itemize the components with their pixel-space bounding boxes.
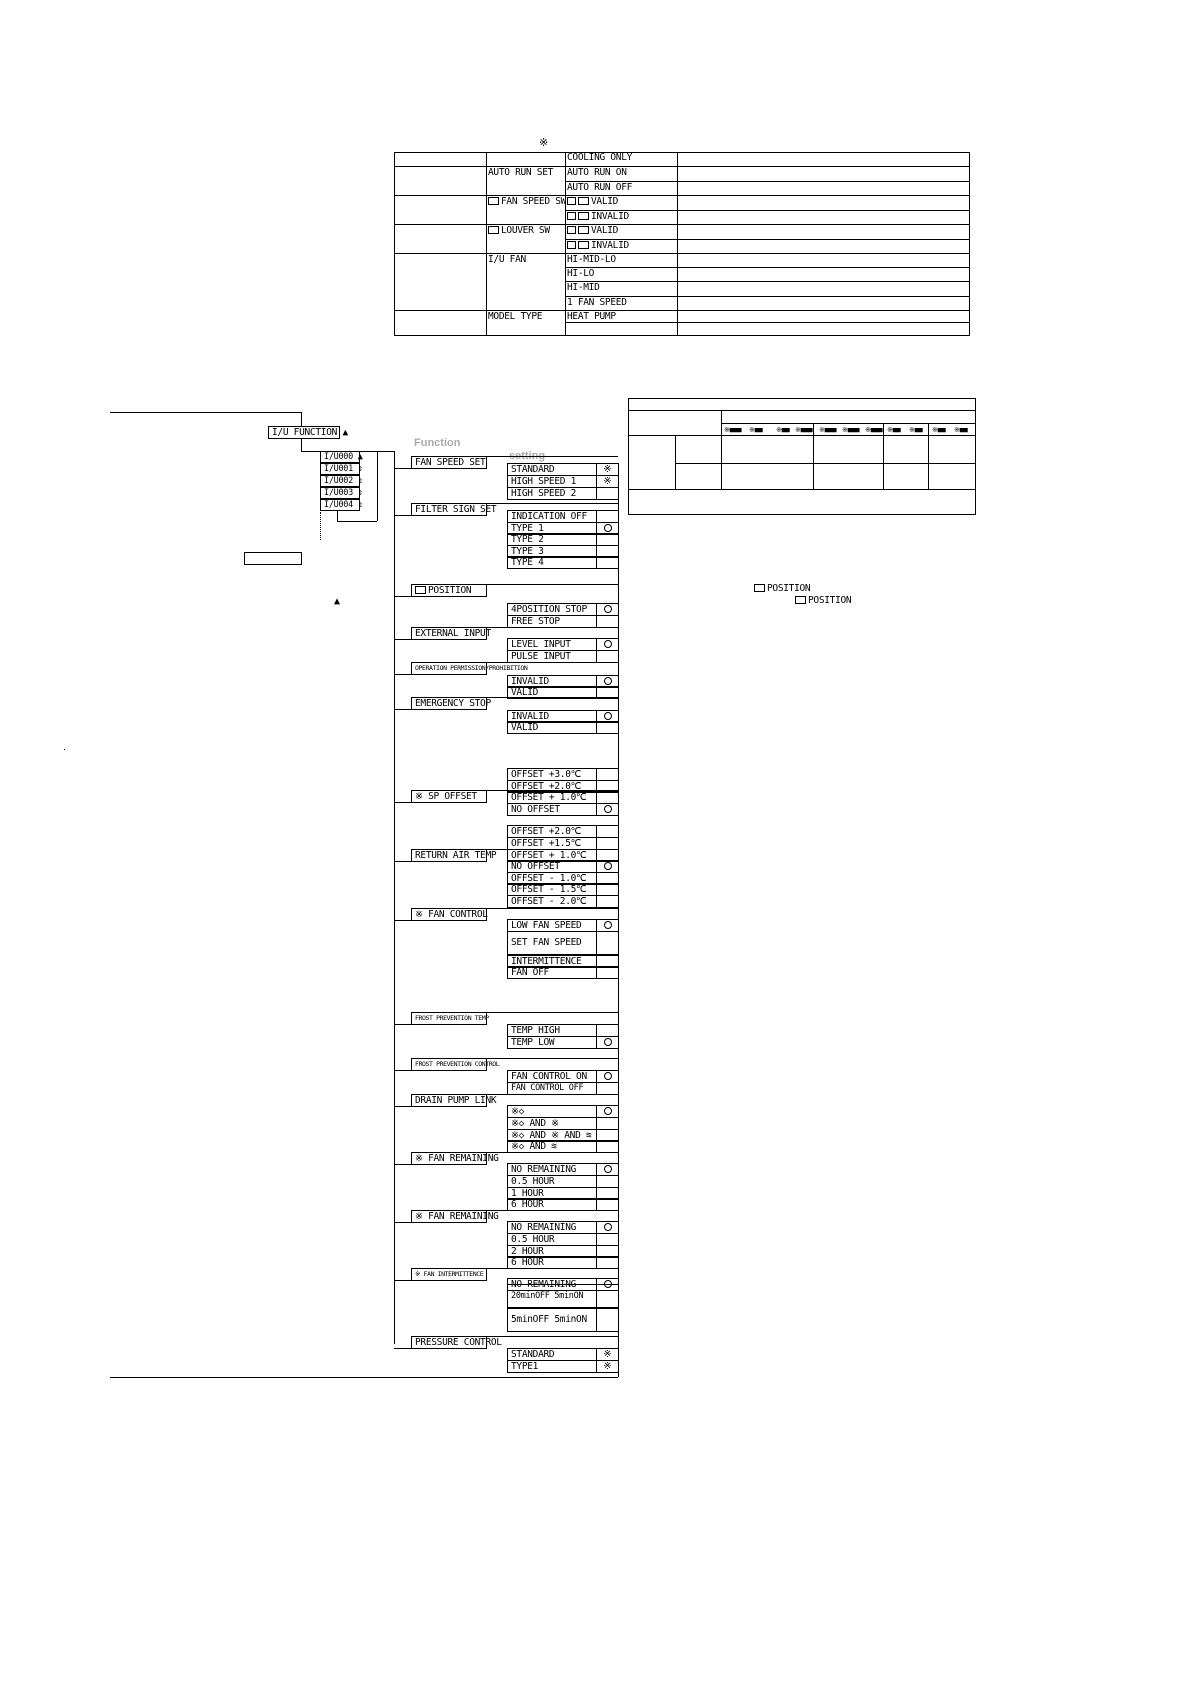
option-label: STANDARD (511, 1349, 555, 1360)
fan-speed-icon: ※■■■ (842, 426, 860, 434)
function-box[interactable] (411, 790, 487, 803)
function-label: RETURN AIR TEMP (415, 850, 497, 861)
function-label: FROST PREVENTION TEMP (415, 1014, 489, 1022)
item-text: I/U FAN (488, 254, 526, 265)
option-mark-sep (596, 1308, 597, 1332)
function-top-line (487, 908, 618, 909)
option-label: OFFSET +3.0℃ (511, 769, 581, 780)
option-label: FAN CONTROL OFF (511, 1083, 584, 1093)
option-label: HIGH SPEED 2 (511, 488, 577, 499)
hand-icon (567, 197, 576, 205)
function-link (394, 1070, 411, 1071)
option-label: FAN CONTROL ON (511, 1071, 587, 1082)
hand-icon (567, 241, 576, 249)
function-box[interactable] (411, 1152, 499, 1165)
option-label: 5minOFF 5minON (511, 1314, 587, 1325)
option-mark-sep (596, 895, 597, 908)
function-top-line (487, 1094, 618, 1095)
fan-speed-icon: ※■■■ (724, 426, 742, 434)
spec-table (628, 398, 976, 515)
option-label: INDICATION OFF (511, 511, 587, 522)
setting-cell (567, 297, 627, 308)
option-label: LEVEL INPUT (511, 639, 571, 650)
option-label: STANDARD (511, 464, 555, 475)
option-label: VALID (511, 687, 539, 698)
fan-speed-icon: ※■■■ (819, 426, 837, 434)
option-label: OFFSET - 1.5℃ (511, 884, 587, 895)
setting-text: COOLING ONLY (567, 152, 633, 163)
setting-cell (567, 254, 616, 265)
function-top-line (487, 627, 618, 628)
option-mark-sep (596, 931, 597, 955)
setting-cell (567, 211, 629, 222)
louver-position-icon (795, 596, 806, 604)
fan-speed-icon: ※■■■ (795, 426, 813, 434)
default-circle-icon (604, 1223, 612, 1231)
option-label: ※◇ AND ※ (511, 1118, 559, 1129)
spec-table-frame (628, 398, 976, 515)
setting-header: setting (509, 450, 546, 462)
option-label: NO OFFSET (511, 804, 560, 815)
dot-mark (64, 749, 65, 750)
option-label: 20minOFF 5minON (511, 1291, 584, 1301)
item-cell (488, 311, 542, 322)
function-top-line (487, 1336, 618, 1337)
function-label: DRAIN PUMP LINK (415, 1095, 497, 1106)
function-box[interactable] (411, 456, 487, 469)
setting-cell (567, 182, 632, 193)
unit-box-3[interactable]: I/U003 ⇕ (320, 487, 360, 499)
function-link (394, 639, 411, 640)
table-col-line (677, 152, 678, 336)
louver-switch-icon (578, 241, 589, 249)
default-circle-icon (604, 1107, 612, 1115)
spec-col-line (883, 423, 884, 489)
table-row-line (565, 281, 970, 282)
setting-text: HI-LO (567, 268, 595, 279)
function-link (394, 861, 411, 862)
function-link (394, 709, 411, 710)
louver-position-icon (754, 584, 765, 592)
option-label: OFFSET +2.0℃ (511, 781, 581, 792)
table-col-line (486, 152, 487, 336)
function-top-line (487, 1058, 618, 1059)
function-top-line (487, 584, 618, 585)
default-circle-icon (604, 605, 612, 613)
setting-text: HI-MID-LO (567, 254, 616, 265)
function-link (394, 1164, 411, 1165)
hand-icon (567, 226, 576, 234)
unit-bracket-tick (337, 510, 338, 521)
bottom-line (110, 1377, 618, 1378)
function-box[interactable] (411, 1094, 497, 1107)
option-label: TYPE 3 (511, 546, 544, 557)
option-mark-sep (596, 556, 597, 569)
unit-box-1[interactable]: I/U001 ⇕ (320, 463, 360, 475)
function-label: ※ SP OFFSET (415, 791, 477, 802)
function-box[interactable] (411, 627, 491, 640)
option-label: TYPE 1 (511, 523, 544, 534)
item-cell (488, 254, 526, 265)
settings-table (394, 152, 970, 336)
option-label: OFFSET + 1.0℃ (511, 792, 587, 803)
option-label: ※◇ AND ※ AND ≋ (511, 1130, 592, 1141)
tree-root-drop (301, 439, 302, 451)
default-circle-icon (604, 1038, 612, 1046)
function-label: EMERGENCY STOP (415, 698, 491, 709)
function-box[interactable] (411, 1268, 487, 1281)
note-mark: ※ (539, 136, 548, 149)
option-label: OFFSET - 2.0℃ (511, 896, 587, 907)
function-box[interactable] (411, 503, 497, 516)
spec-row-line (628, 489, 976, 490)
option-label: OFFSET - 1.0℃ (511, 873, 587, 884)
table-group-line (394, 253, 970, 254)
note-mark: ※ (603, 476, 612, 487)
function-label: FAN SPEED SET (415, 457, 486, 468)
function-box[interactable] (411, 908, 487, 921)
option-mark-sep (596, 487, 597, 500)
position-note-2: POSITION (795, 595, 851, 606)
function-top-line (487, 1268, 618, 1269)
default-circle-icon (604, 1165, 612, 1173)
fan-speed-switch-icon (578, 212, 589, 220)
function-label: FROST PREVENTION CONTROL (415, 1060, 500, 1068)
function-label: ※ FAN REMAINING (415, 1153, 499, 1164)
function-link (394, 1106, 411, 1107)
note-mark: ※ (603, 1361, 612, 1372)
function-header: Function (414, 437, 461, 449)
fan-speed-icon: ※■■ (932, 426, 946, 434)
function-label: EXTERNAL INPUT (415, 628, 491, 639)
default-circle-icon (604, 921, 612, 929)
function-label: ※ FAN INTERMITTENCE (415, 1270, 484, 1278)
function-link (394, 1024, 411, 1025)
option-label: OFFSET + 1.0℃ (511, 850, 587, 861)
function-label: ※ FAN CONTROL (415, 909, 488, 920)
option-label: NO REMAINING (511, 1164, 577, 1175)
option-label: NO REMAINING (511, 1222, 577, 1233)
setting-cell (567, 167, 627, 178)
option-label: VALID (511, 722, 539, 733)
default-circle-icon (604, 524, 612, 532)
default-circle-icon (604, 1072, 612, 1080)
setting-text: VALID (591, 225, 619, 236)
fan-speed-icon: ※■■ (749, 426, 763, 434)
tree-top-line (110, 412, 301, 413)
function-link (394, 596, 411, 597)
setting-text: 1 FAN SPEED (567, 297, 627, 308)
option-label: FAN OFF (511, 967, 549, 978)
table-group-line (394, 195, 970, 196)
function-top-line (487, 456, 618, 457)
unit-box-4[interactable]: I/U004 ⇕ (320, 499, 360, 511)
function-box[interactable] (411, 1210, 499, 1223)
table-header-line (394, 166, 970, 167)
setting-text: VALID (591, 196, 619, 207)
spec-col-line (675, 435, 676, 489)
option-mark-sep (596, 721, 597, 734)
spec-row-line (628, 410, 976, 411)
item-text: LOUVER SW (501, 225, 550, 236)
option-mark-sep (596, 1036, 597, 1049)
option-label: SET FAN SPEED (511, 937, 582, 948)
setting-text: HEAT PUMP (567, 311, 616, 322)
fan-speed-icon: ※■■■ (865, 426, 883, 434)
option-mark-sep (596, 1284, 597, 1308)
function-link (394, 802, 411, 803)
function-top-line (487, 697, 618, 698)
function-link (394, 1348, 411, 1349)
option-label: FREE STOP (511, 616, 560, 627)
function-link (394, 1280, 411, 1281)
function-box[interactable] (411, 1058, 500, 1071)
function-box[interactable] (411, 697, 491, 710)
spec-col-line (721, 410, 722, 489)
setting-option[interactable] (507, 1284, 619, 1308)
function-top-line (487, 1210, 618, 1211)
unit-bracket-v (377, 451, 378, 521)
option-label: OFFSET +1.5℃ (511, 838, 581, 849)
unit-bracket-h (337, 521, 377, 522)
option-label: PULSE INPUT (511, 651, 571, 662)
spec-col-line (813, 423, 814, 489)
item-cell (488, 196, 566, 207)
setting-option[interactable] (507, 556, 619, 569)
option-label: TYPE 4 (511, 557, 544, 568)
setting-option[interactable] (507, 1036, 619, 1049)
option-label: NO REMAINING (511, 1279, 577, 1290)
option-label: INTERMITTENCE (511, 956, 582, 967)
setting-option[interactable] (507, 966, 619, 979)
option-label: INVALID (511, 711, 549, 722)
table-group-line (394, 152, 970, 153)
option-label: 1 HOUR (511, 1188, 544, 1199)
unit-box-0[interactable]: I/U000 ▲ (320, 451, 360, 463)
louver-switch-icon (488, 226, 499, 234)
option-mark-sep (596, 966, 597, 979)
fan-speed-icon: ※■■ (776, 426, 790, 434)
function-top-line (487, 503, 618, 504)
setting-cell (567, 282, 600, 293)
default-circle-icon (604, 640, 612, 648)
hand-icon (567, 212, 576, 220)
option-label: 2 HOUR (511, 1246, 544, 1257)
function-link (394, 1222, 411, 1223)
setting-cell (567, 240, 629, 251)
louver-position-icon (415, 586, 426, 594)
setting-text: HI-MID (567, 282, 600, 293)
table-col-line (565, 152, 566, 336)
settings-table-frame (394, 152, 970, 336)
table-row-line (565, 322, 970, 323)
setting-text: INVALID (591, 211, 629, 222)
spec-col-line (928, 423, 929, 489)
table-group-line (394, 224, 970, 225)
function-top-line (487, 1012, 618, 1013)
function-box[interactable] (411, 584, 487, 597)
function-box[interactable] (411, 1336, 502, 1349)
option-label: 0.5 HOUR (511, 1176, 555, 1187)
iu-function-box[interactable]: I/U FUNCTION ▲ (268, 426, 340, 439)
setting-cell (567, 268, 594, 279)
setting-text: AUTO RUN OFF (567, 182, 633, 193)
position-note-1: POSITION (754, 583, 810, 594)
option-label: TEMP LOW (511, 1037, 555, 1048)
default-circle-icon (604, 712, 612, 720)
setting-text: AUTO RUN ON (567, 167, 627, 178)
function-box[interactable] (411, 662, 528, 675)
option-label: HIGH SPEED 1 (511, 476, 577, 487)
option-label: 4POSITION STOP (511, 604, 587, 615)
spec-row-line (721, 423, 976, 424)
option-label: 6 HOUR (511, 1199, 544, 1210)
setting-option[interactable] (507, 487, 619, 500)
function-label: ※ FAN REMAINING (415, 1211, 499, 1222)
blank-box (244, 552, 302, 565)
option-label: 0.5 HOUR (511, 1234, 555, 1245)
default-circle-icon (604, 862, 612, 870)
function-link (394, 674, 411, 675)
option-label: LOW FAN SPEED (511, 920, 582, 931)
setting-cell (567, 311, 616, 322)
option-label: ※◇ (511, 1106, 525, 1117)
item-cell (488, 167, 553, 178)
function-link (394, 468, 411, 469)
unit-box-2[interactable]: I/U002 ⇕ (320, 475, 360, 487)
option-label: NO OFFSET (511, 861, 560, 872)
setting-option[interactable] (507, 895, 619, 908)
option-label: ※◇ AND ≋ (511, 1141, 557, 1152)
default-circle-icon (604, 677, 612, 685)
tree-top-drop (301, 412, 302, 426)
function-label: POSITION (428, 585, 472, 596)
setting-text: INVALID (591, 240, 629, 251)
item-text: MODEL TYPE (488, 311, 543, 322)
setting-option[interactable] (507, 931, 619, 955)
option-label: OFFSET +2.0℃ (511, 826, 581, 837)
option-label: TYPE1 (511, 1361, 539, 1372)
setting-option[interactable] (507, 803, 619, 816)
option-label: TYPE 2 (511, 534, 544, 545)
function-box[interactable] (411, 849, 497, 862)
function-top-line (487, 1152, 618, 1153)
function-frame-left (394, 451, 395, 1344)
note-mark: ※ (603, 1349, 612, 1360)
louver-switch-icon (578, 226, 589, 234)
function-top-line (487, 662, 618, 663)
fan-speed-icon: ※■■ (887, 426, 901, 434)
option-label: INVALID (511, 676, 549, 687)
fan-speed-switch-icon (578, 197, 589, 205)
table-row-line (565, 267, 970, 268)
function-link (394, 515, 411, 516)
setting-cell (567, 152, 632, 163)
unit-dotted (320, 512, 321, 540)
fan-speed-switch-icon (488, 197, 499, 205)
setting-option[interactable] (507, 1308, 619, 1332)
note-mark: ※ (603, 464, 612, 475)
function-label: PRESSURE CONTROL (415, 1337, 502, 1348)
default-circle-icon (604, 805, 612, 813)
fan-speed-icon: ※■■ (954, 426, 968, 434)
setting-option[interactable] (507, 721, 619, 734)
item-text: AUTO RUN SET (488, 167, 554, 178)
setting-cell (567, 225, 618, 236)
setting-cell (567, 196, 618, 207)
function-label: OPERATION PERMISSION/PROHIBITION (415, 664, 528, 672)
function-link (394, 920, 411, 921)
item-text: FAN SPEED SW (501, 196, 567, 207)
item-cell (488, 225, 550, 236)
table-group-line (394, 310, 970, 311)
option-label: 6 HOUR (511, 1257, 544, 1268)
option-mark-sep (596, 803, 597, 816)
function-label: FILTER SIGN SET (415, 504, 497, 515)
option-label: TEMP HIGH (511, 1025, 560, 1036)
function-box[interactable] (411, 1012, 487, 1025)
fan-speed-icon: ※■■ (909, 426, 923, 434)
triangle-mark: ▲ (334, 596, 340, 607)
